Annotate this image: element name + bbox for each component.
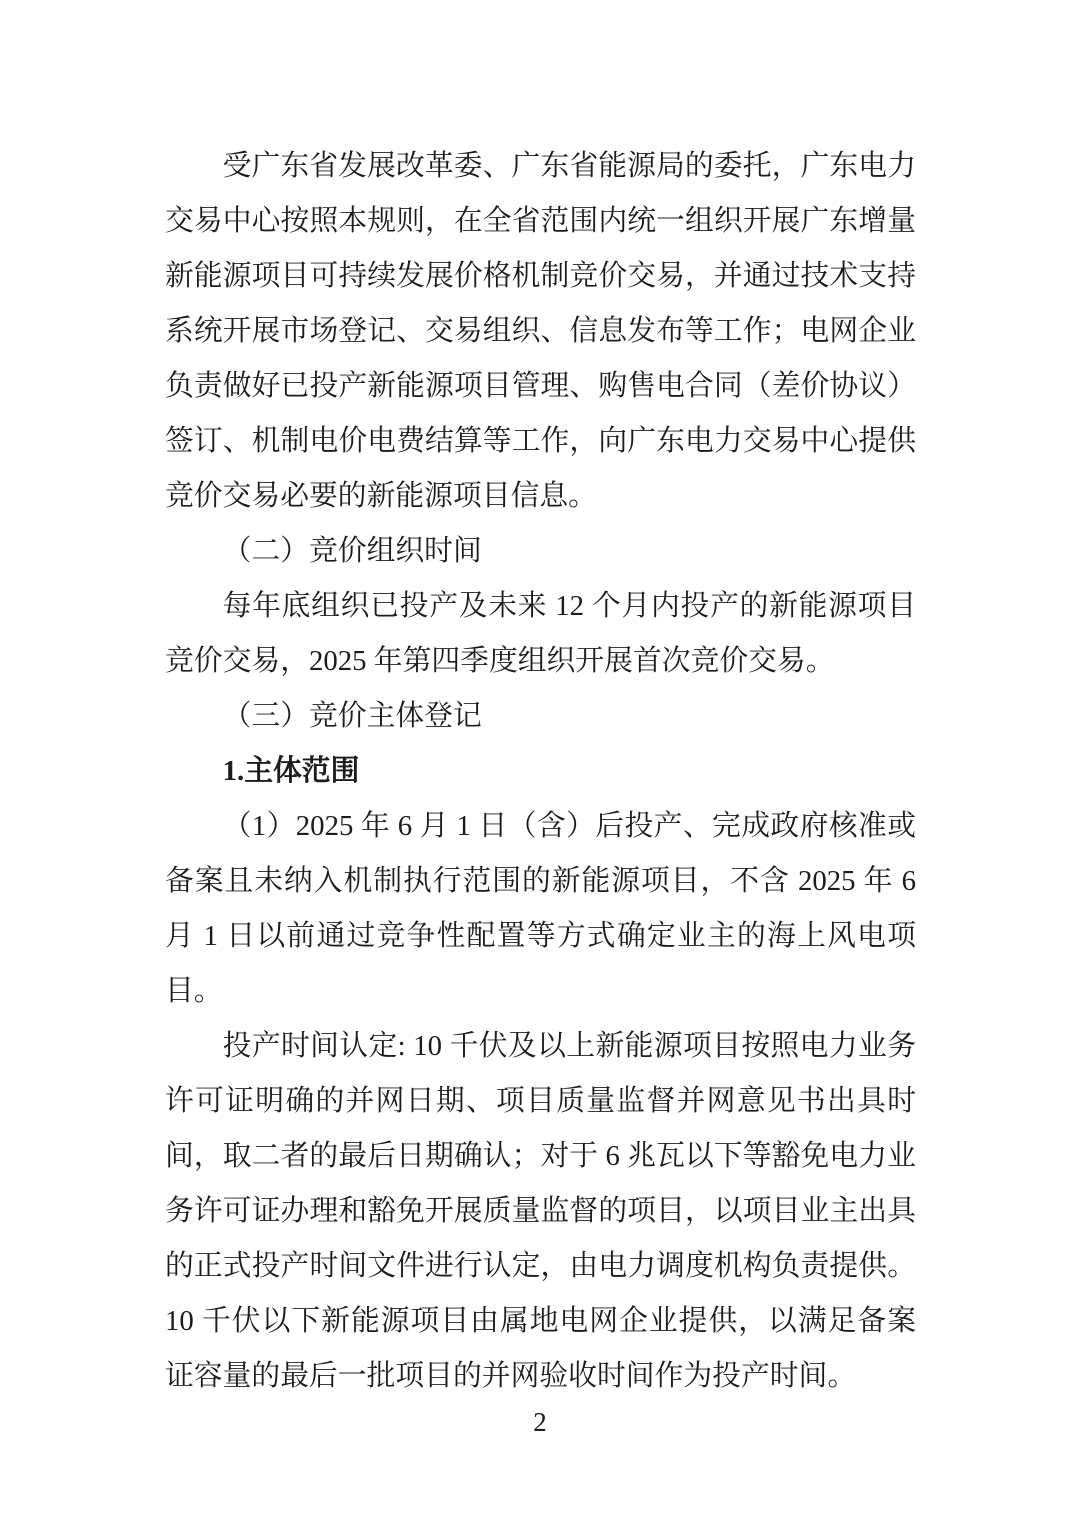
- subsection-heading-subject-scope: 1.主体范围: [222, 755, 360, 787]
- paragraph-bidding-schedule: 每年底组织已投产及未来 12 个月内投产的新能源项目竞价交易，2025 年第四季度组织开展首次竞价交易。: [165, 590, 916, 677]
- paragraph-subject-scope: （1）2025 年 6 月 1 日（含）后投产、完成政府核准或备案且未纳入机制执行范围的新能源项目，不含 2025 年 6 月 1 日以前通过竞争性配置等方式确定业主的海上风电项目。: [165, 810, 916, 1007]
- section-heading-bidding-schedule: （二）竞价组织时间: [222, 535, 482, 567]
- section-heading-bidder-registration: （三）竞价主体登记: [222, 700, 482, 732]
- paragraph-delegation-overview: 受广东省发展改革委、广东省能源局的委托，广东电力交易中心按照本规则，在全省范围内统一组织开展广东增量新能源项目可持续发展价格机制竞价交易，并通过技术支持系统开展市场登记、交易组织、信息发布等工作；电网企业负责做好已投产新能源项目管理、购售电合同（差价协议）签订、机制电价电费结算等工作，向广东电力交易中心提供竞价交易必要的新能源项目信息。: [165, 150, 916, 512]
- document-body: [165, 139, 916, 1404]
- paragraph-commissioning-date-determination: 投产时间认定: 10 千伏及以上新能源项目按照电力业务许可证明确的并网日期、项目质量监督并网意见书出具时间，取二者的最后日期确认；对于 6 兆瓦以下等豁免电力业务许可证办理和豁免开展质量监督的项目，以项目业主出具的正式投产时间文件进行认定，由电力调度机构负责提供。10 千伏以下新能源项目由属地电网企业提供，以满足备案证容量的最后一批项目的并网验收时间作为投产时间。: [165, 1030, 916, 1392]
- page-number: 2: [533, 1407, 547, 1437]
